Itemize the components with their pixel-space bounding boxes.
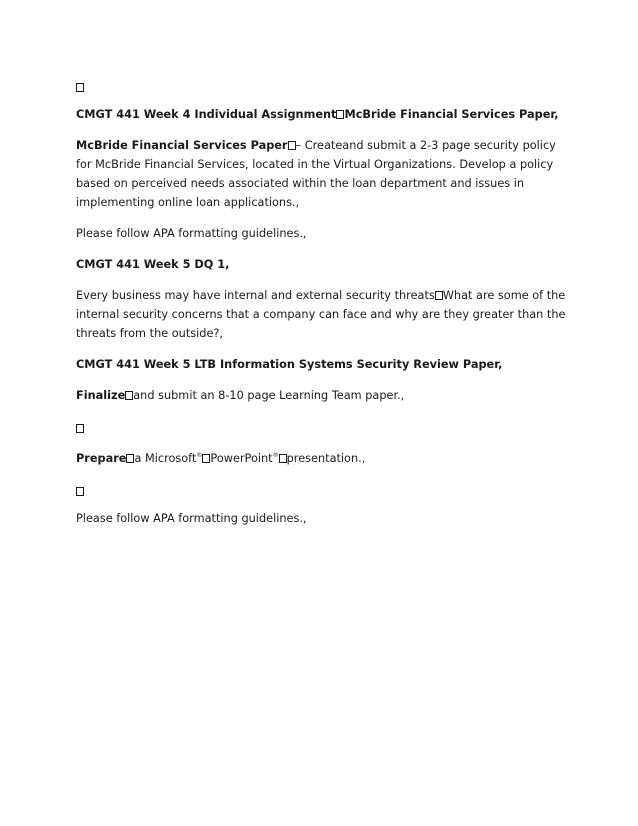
instruction-verb: Finalize	[76, 389, 126, 402]
checkbox-glyph-line	[76, 417, 566, 436]
security-threats-question	[76, 286, 566, 343]
instruction-text-b: PowerPoint	[210, 452, 273, 465]
dash-text: –	[295, 139, 302, 152]
instruction-text: and submit an 8-10 page Learning Team paper.,	[133, 389, 405, 402]
square-glyph-icon	[76, 487, 84, 496]
finalize-instruction	[76, 386, 566, 405]
instruction-text-a: a Microsoft	[134, 452, 197, 465]
registered-mark: ®	[272, 452, 279, 459]
description-text: Createand submit a 2-3 page security policy for McBride Financial Services, located in the Virtual Organizations. Develop a policy based on perceived needs associated within the loan department and issues in implementing online loan applications.,	[76, 139, 556, 209]
document-page	[76, 76, 566, 540]
apa-guidelines-note-2	[76, 509, 566, 528]
heading-text: CMGT 441 Week 5 LTB Information Systems Security Review Paper,	[76, 358, 503, 371]
square-glyph-icon	[435, 291, 443, 300]
week-5-ltb-heading	[76, 355, 566, 374]
registered-mark: ®	[196, 452, 203, 459]
week-4-assignment-heading	[76, 105, 566, 124]
mcbride-paper-description	[76, 136, 566, 212]
week-5-dq-heading	[76, 255, 566, 274]
heading-text: CMGT 441 Week 5 DQ 1,	[76, 258, 230, 271]
heading-text: CMGT 441 Week 4 Individual Assignment	[76, 108, 337, 121]
question-text: Every business may have internal and external security threats	[76, 289, 435, 302]
square-glyph-icon	[288, 141, 296, 150]
note-text: Please follow APA formatting guidelines.,	[76, 512, 307, 525]
instruction-text-c: presentation.,	[286, 452, 366, 465]
paper-title: McBride Financial Services Paper	[76, 139, 288, 152]
question-text-tail: What are some of the internal security concerns that a company can face and why are they greater than the threats from the outside?,	[76, 289, 566, 340]
checkbox-glyph-line	[76, 480, 566, 499]
checkbox-glyph-line	[76, 76, 566, 95]
heading-text-tail: McBride Financial Services Paper,	[344, 108, 559, 121]
prepare-instruction	[76, 446, 566, 468]
square-glyph-icon	[76, 83, 84, 92]
square-glyph-icon	[76, 424, 84, 433]
apa-guidelines-note	[76, 224, 566, 243]
square-glyph-icon	[279, 454, 287, 463]
note-text: Please follow APA formatting guidelines.,	[76, 227, 307, 240]
instruction-verb: Prepare	[76, 452, 127, 465]
